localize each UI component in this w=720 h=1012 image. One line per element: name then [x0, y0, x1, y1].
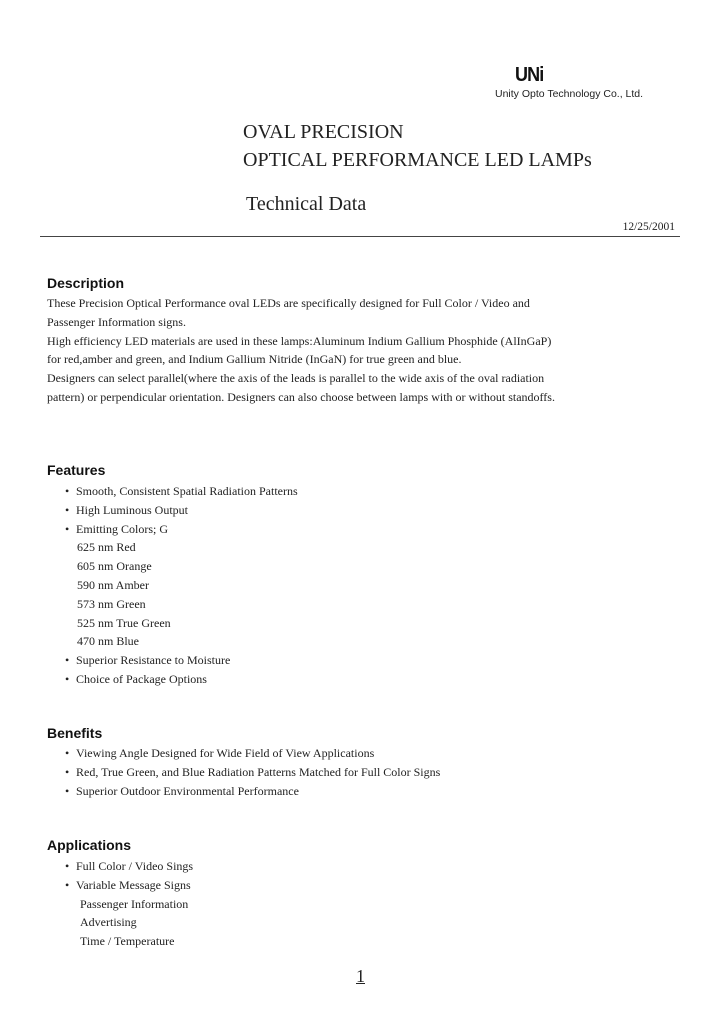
title-line-2: OPTICAL PERFORMANCE LED LAMPs [243, 149, 592, 171]
description-line: Designers can select parallel(where the axis of the leads is parallel to the wide axis of the oval radiation [47, 371, 545, 386]
list-subitem: Time / Temperature [80, 934, 175, 949]
list-item: • Superior Resistance to Moisture [47, 651, 298, 670]
description-line: Passenger Information signs. [47, 314, 186, 329]
list-item: • Red, True Green, and Blue Radiation Patterns Matched for Full Color Signs [47, 763, 440, 782]
list-item: • Smooth, Consistent Spatial Radiation Patterns [47, 482, 298, 501]
company-name: Unity Opto Technology Co., Ltd. [495, 88, 644, 100]
list-item: • High Luminous Output [47, 501, 298, 520]
applications-list [47, 857, 193, 951]
description-line: for red,amber and green, and Indium Gallium Nitride (InGaN) for true green and blue. [47, 352, 462, 367]
list-item: • Choice of Package Options [47, 670, 298, 689]
description-line: These Precision Optical Performance oval LEDs are specifically designed for Full Color / Video and [47, 296, 530, 310]
list-item: • Superior Outdoor Environmental Performance [47, 782, 440, 801]
header-divider [40, 236, 680, 237]
color-item: 605 nm Orange [77, 559, 152, 574]
features-heading: Features [47, 462, 106, 478]
applications-heading: Applications [47, 837, 132, 853]
list-subitem: Passenger Information [80, 896, 189, 911]
color-item: 525 nm True Green [77, 615, 171, 630]
features-list [47, 482, 298, 689]
benefits-list [47, 744, 440, 800]
color-item: 573 nm Green [77, 596, 146, 611]
document-date: 12/25/2001 [622, 221, 675, 233]
description-line: High efficiency LED materials are used in these lamps:Aluminum Indium Gallium Phosphide (AlInGaP) [47, 333, 552, 348]
list-subitem: Advertising [80, 915, 137, 930]
color-item: 590 nm Amber [77, 577, 149, 592]
benefits-heading: Benefits [47, 725, 103, 741]
company-logo: UNi [515, 64, 544, 86]
subtitle: Technical Data [246, 193, 367, 215]
color-item: 470 nm Blue [77, 634, 139, 649]
list-item: • Viewing Angle Designed for Wide Field of View Applications [47, 744, 440, 763]
page-number: 1 [356, 966, 365, 986]
description-text [47, 294, 687, 407]
title-line-1: OVAL PRECISION [243, 121, 404, 143]
description-line: pattern) or perpendicular orientation. Designers can also choose between lamps with or without standoffs. [47, 389, 555, 404]
list-item: • Full Color / Video Sings [47, 857, 193, 876]
list-item: • Emitting Colors; G [47, 520, 298, 539]
color-item: 625 nm Red [77, 540, 136, 555]
description-heading: Description [47, 275, 125, 291]
list-item: • Variable Message Signs [47, 876, 193, 895]
